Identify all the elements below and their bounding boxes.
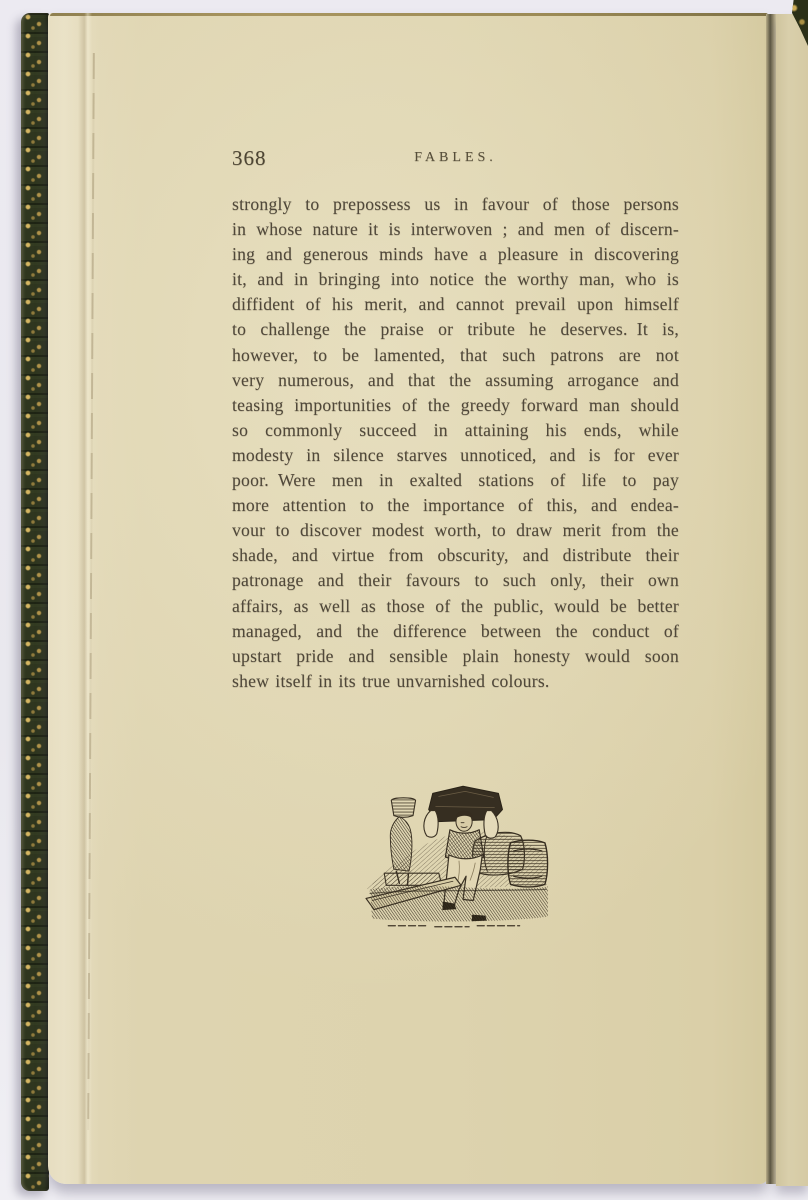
body-text-line: more attention to the importance of this, and endea- bbox=[232, 495, 679, 516]
body-text-line: in whose nature it is interwoven ; and men of discern- bbox=[232, 219, 679, 240]
body-text-line: to challenge the praise or tribute he deserves. It is, bbox=[232, 319, 679, 340]
page-number: 368 bbox=[232, 146, 267, 170]
body-text-line: affairs, as well as those of the public, would be better bbox=[232, 595, 679, 616]
body-text-line: diffident of his merit, and cannot prevail upon himself bbox=[232, 294, 679, 315]
woodcut-illustration bbox=[362, 780, 554, 930]
body-text-line: strongly to prepossess us in favour of those persons bbox=[232, 194, 679, 214]
body-text-line: poor. Were men in exalted stations of life to pay bbox=[232, 470, 679, 491]
book-spine bbox=[21, 13, 49, 1191]
body-text-line: it, and in bringing into notice the worthy man, who is bbox=[232, 269, 679, 290]
body-text-line: shade, and virtue from obscurity, and distribute their bbox=[232, 545, 679, 566]
body-text-line: managed, and the difference between the conduct of bbox=[232, 620, 679, 641]
base-rule bbox=[388, 926, 519, 927]
barrel-upright bbox=[508, 840, 548, 887]
body-text-line: vour to discover modest worth, to draw merit from the bbox=[232, 520, 679, 541]
left-sleeve bbox=[424, 811, 438, 838]
book-page bbox=[48, 13, 768, 1184]
page-header bbox=[232, 146, 679, 172]
body-text-line: shew itself in its true unvarnished colours. bbox=[232, 670, 550, 691]
left-figure bbox=[390, 817, 412, 872]
page-block-edge bbox=[766, 14, 776, 1184]
body-text-line: teasing importunities of the greedy forward man should bbox=[232, 394, 679, 415]
cask bbox=[391, 798, 415, 817]
body-text-line: however, to be lamented, that such patrons are not bbox=[232, 344, 679, 365]
printed-text-block bbox=[232, 146, 679, 694]
body-text-line: modesty in silence starves unnoticed, and is for ever bbox=[232, 444, 679, 465]
body-text-line: ing and generous minds have a pleasure in discovering bbox=[232, 244, 679, 265]
body-text-line: patronage and their favours to such only, their own bbox=[232, 570, 679, 591]
body-text-line: very numerous, and that the assuming arrogance and bbox=[232, 369, 679, 390]
running-header: FABLES. bbox=[414, 150, 497, 165]
body-text-line: so commonly succeed in attaining his ends, while bbox=[232, 419, 679, 440]
facing-page-edge bbox=[776, 14, 808, 1186]
body-text-line: upstart pride and sensible plain honesty would soon bbox=[232, 645, 679, 666]
body-paragraph bbox=[232, 192, 679, 694]
